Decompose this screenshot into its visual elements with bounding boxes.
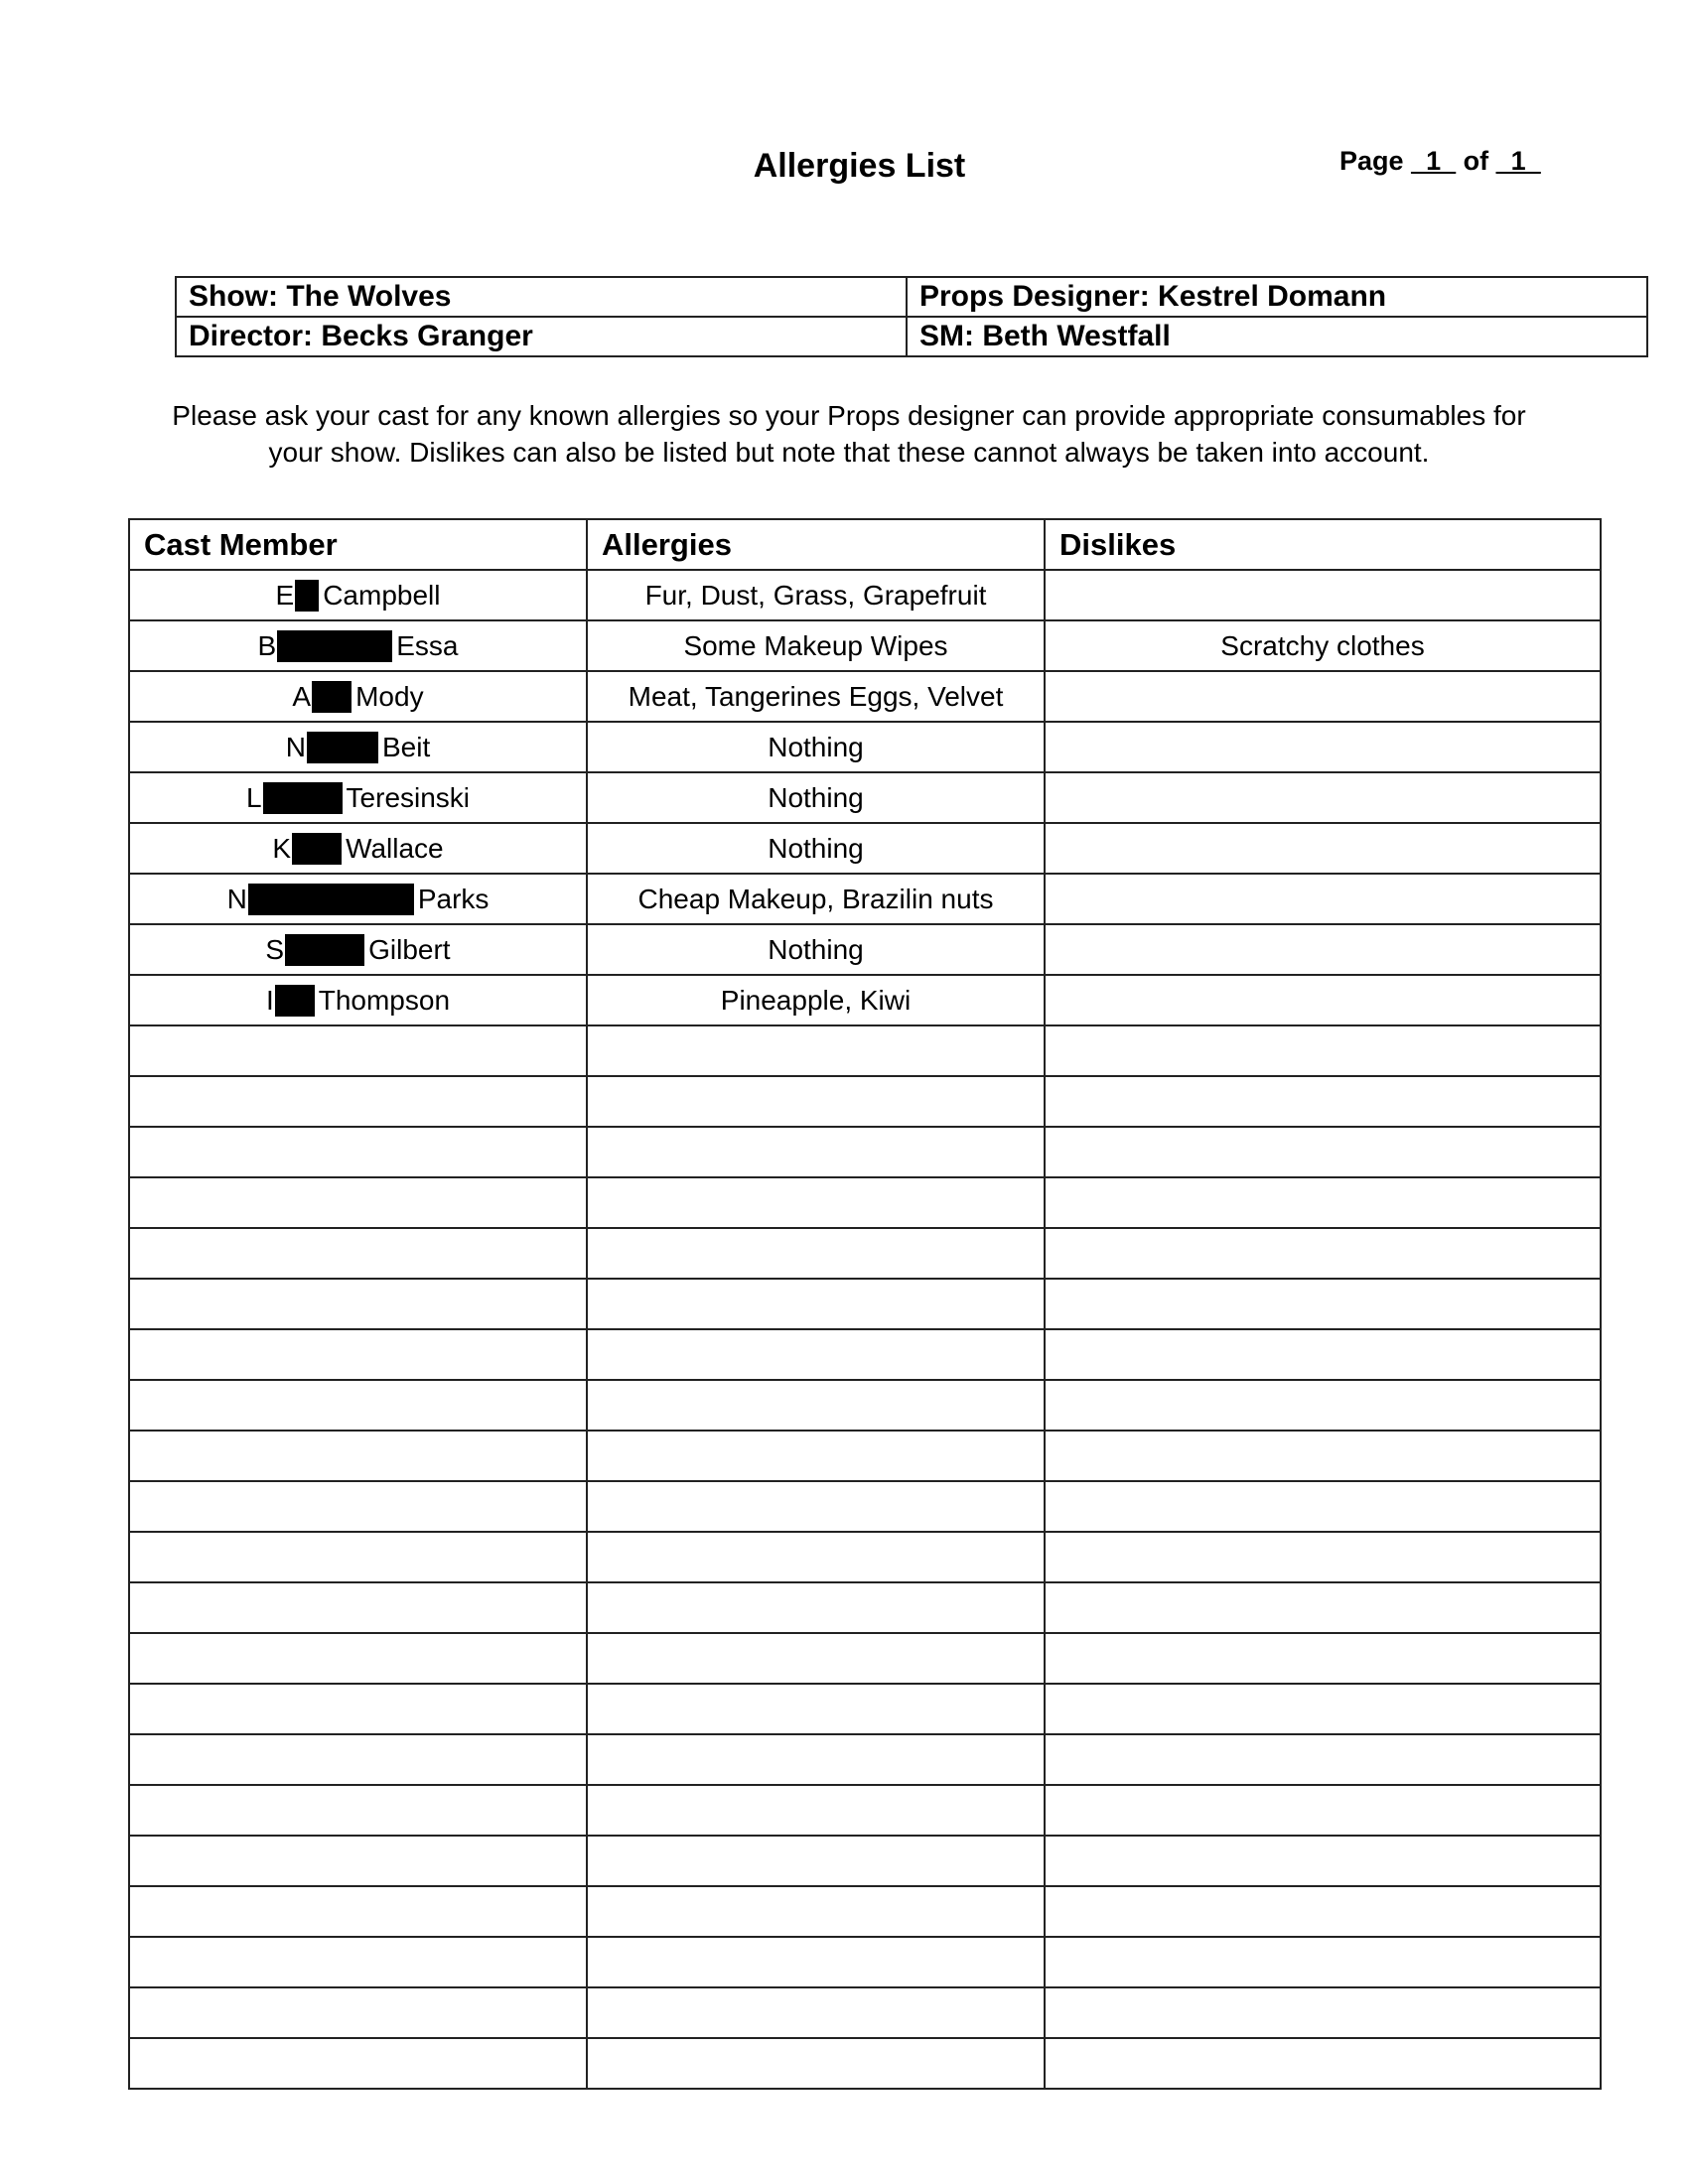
cast-member-cell <box>129 772 587 823</box>
cast-member-surname: Parks <box>417 884 490 914</box>
cast-member-cell <box>129 620 587 671</box>
allergies-cell[interactable] <box>587 1025 1045 1076</box>
cast-member-surname: Beit <box>381 732 431 762</box>
allergies-cell: Nothing <box>587 772 1045 823</box>
cast-member-cell[interactable] <box>129 1329 587 1380</box>
allergies-cell: Nothing <box>587 924 1045 975</box>
cast-member-cell <box>129 671 587 722</box>
dislikes-cell[interactable] <box>1045 1836 1601 1886</box>
of-label: of <box>1463 146 1489 176</box>
allergies-cell: Nothing <box>587 722 1045 772</box>
cast-member-surname: Essa <box>396 630 459 661</box>
cast-member-name <box>246 773 470 822</box>
cast-member-cell[interactable] <box>129 1228 587 1279</box>
cast-member-name <box>286 723 430 771</box>
cast-member-name <box>272 824 443 873</box>
empty-table-row <box>129 1025 1601 1076</box>
dislikes-cell[interactable] <box>1045 1177 1601 1228</box>
cast-member-surname: Gilbert <box>368 934 451 965</box>
dislikes-cell[interactable] <box>1045 1329 1601 1380</box>
cast-member-cell[interactable] <box>129 1734 587 1785</box>
cast-member-initial: E <box>275 580 295 611</box>
redaction-bar <box>285 934 364 966</box>
table-row <box>129 722 1601 772</box>
dislikes-cell[interactable] <box>1045 1228 1601 1279</box>
cast-member-cell <box>129 874 587 924</box>
cast-member-surname: Mody <box>355 681 424 712</box>
empty-table-row <box>129 1987 1601 2038</box>
empty-table-row <box>129 1076 1601 1127</box>
allergies-cell: Some Makeup Wipes <box>587 620 1045 671</box>
allergies-cell: Cheap Makeup, Brazilin nuts <box>587 874 1045 924</box>
allergies-cell: Fur, Dust, Grass, Grapefruit <box>587 570 1045 620</box>
dislikes-cell <box>1045 772 1601 823</box>
allergies-cell[interactable] <box>587 1127 1045 1177</box>
cast-member-cell[interactable] <box>129 2038 587 2089</box>
allergies-cell[interactable] <box>587 1177 1045 1228</box>
cast-member-name <box>265 925 450 974</box>
allergies-cell[interactable] <box>587 2038 1045 2089</box>
empty-table-row <box>129 1431 1601 1481</box>
show-info-table <box>175 276 1648 357</box>
table-row <box>129 772 1601 823</box>
dislikes-cell <box>1045 975 1601 1025</box>
allergies-cell: Nothing <box>587 823 1045 874</box>
cast-member-name <box>258 621 459 670</box>
cast-member-cell <box>129 722 587 772</box>
empty-table-row <box>129 1836 1601 1886</box>
column-header-allergies: Allergies <box>587 519 1045 570</box>
table-row <box>129 975 1601 1025</box>
table-row <box>129 620 1601 671</box>
allergies-cell[interactable] <box>587 1937 1045 1987</box>
cast-member-cell[interactable] <box>129 1481 587 1532</box>
dislikes-cell[interactable] <box>1045 1886 1601 1937</box>
cast-member-initial: N <box>285 732 306 762</box>
cast-member-cell[interactable] <box>129 1076 587 1127</box>
props-designer-field: Props Designer: Kestrel Domann <box>907 277 1647 317</box>
empty-table-row <box>129 1177 1601 1228</box>
empty-table-row <box>129 1380 1601 1431</box>
table-row <box>129 671 1601 722</box>
empty-table-row <box>129 1279 1601 1329</box>
cast-member-cell[interactable] <box>129 1431 587 1481</box>
cast-member-surname: Teresinski <box>346 782 471 813</box>
page-number <box>1339 143 1541 179</box>
dislikes-cell[interactable] <box>1045 1279 1601 1329</box>
redaction-bar <box>248 884 414 915</box>
cast-member-surname: Wallace <box>346 833 444 864</box>
table-row <box>129 874 1601 924</box>
cast-member-cell[interactable] <box>129 1684 587 1734</box>
cast-member-cell[interactable] <box>129 1127 587 1177</box>
column-header-dislikes: Dislikes <box>1045 519 1601 570</box>
empty-table-row <box>129 1734 1601 1785</box>
dislikes-cell[interactable] <box>1045 2038 1601 2089</box>
dislikes-cell <box>1045 671 1601 722</box>
dislikes-cell <box>1045 823 1601 874</box>
empty-table-row <box>129 1937 1601 1987</box>
allergies-cell[interactable] <box>587 1532 1045 1582</box>
table-row <box>129 924 1601 975</box>
allergies-cell[interactable] <box>587 1228 1045 1279</box>
cast-member-cell[interactable] <box>129 1836 587 1886</box>
cast-member-cell[interactable] <box>129 1532 587 1582</box>
cast-member-name <box>266 976 450 1024</box>
allergies-cell: Pineapple, Kiwi <box>587 975 1045 1025</box>
cast-member-initial: A <box>292 681 312 712</box>
allergies-cell[interactable] <box>587 1734 1045 1785</box>
dislikes-cell[interactable] <box>1045 1481 1601 1532</box>
cast-member-cell[interactable] <box>129 1785 587 1836</box>
allergies-cell: Meat, Tangerines Eggs, Velvet <box>587 671 1045 722</box>
cast-member-initial: L <box>245 782 262 813</box>
allergies-cell[interactable] <box>587 1380 1045 1431</box>
dislikes-cell[interactable] <box>1045 1937 1601 1987</box>
cast-member-cell[interactable] <box>129 1633 587 1684</box>
redaction-bar <box>295 580 319 612</box>
empty-table-row <box>129 1532 1601 1582</box>
dislikes-cell[interactable] <box>1045 1785 1601 1836</box>
empty-table-row <box>129 1582 1601 1633</box>
cast-member-surname: Thompson <box>318 985 451 1016</box>
dislikes-cell <box>1045 570 1601 620</box>
dislikes-cell <box>1045 924 1601 975</box>
dislikes-cell[interactable] <box>1045 1025 1601 1076</box>
cast-member-name <box>227 875 490 923</box>
show-field: Show: The Wolves <box>176 277 907 317</box>
empty-table-row <box>129 1228 1601 1279</box>
show-info-row <box>176 277 1647 317</box>
redaction-bar <box>275 985 315 1017</box>
page-label: Page <box>1339 146 1404 176</box>
dislikes-cell: Scratchy clothes <box>1045 620 1601 671</box>
column-header-cast-member: Cast Member <box>129 519 587 570</box>
redaction-bar <box>307 732 378 763</box>
empty-table-row <box>129 1684 1601 1734</box>
dislikes-cell[interactable] <box>1045 1633 1601 1684</box>
director-field: Director: Becks Granger <box>176 317 907 356</box>
page-current: _1_ <box>1411 146 1457 176</box>
page-title: Allergies List <box>753 147 966 185</box>
cast-member-initial: K <box>272 833 292 864</box>
dislikes-cell[interactable] <box>1045 1734 1601 1785</box>
allergies-cell[interactable] <box>587 1987 1045 2038</box>
dislikes-cell <box>1045 722 1601 772</box>
cast-member-cell[interactable] <box>129 1987 587 2038</box>
dislikes-cell[interactable] <box>1045 1380 1601 1431</box>
cast-member-initial: N <box>226 884 247 914</box>
cast-member-cell[interactable] <box>129 1025 587 1076</box>
allergies-cell[interactable] <box>587 1431 1045 1481</box>
cast-member-cell[interactable] <box>129 1279 587 1329</box>
empty-table-row <box>129 1785 1601 1836</box>
redaction-bar <box>292 833 342 865</box>
allergies-cell[interactable] <box>587 1481 1045 1532</box>
dislikes-cell <box>1045 874 1601 924</box>
dislikes-cell[interactable] <box>1045 1532 1601 1582</box>
allergies-cell[interactable] <box>587 1886 1045 1937</box>
cast-member-surname: Campbell <box>323 580 441 611</box>
redaction-bar <box>277 630 392 662</box>
cast-member-cell[interactable] <box>129 1937 587 1987</box>
dislikes-cell[interactable] <box>1045 1127 1601 1177</box>
allergies-cell[interactable] <box>587 1785 1045 1836</box>
cast-member-cell <box>129 570 587 620</box>
cast-member-cell[interactable] <box>129 1886 587 1937</box>
table-row <box>129 823 1601 874</box>
cast-member-cell[interactable] <box>129 1582 587 1633</box>
redaction-bar <box>263 782 343 814</box>
dislikes-cell[interactable] <box>1045 1076 1601 1127</box>
cast-member-cell[interactable] <box>129 1177 587 1228</box>
allergies-table <box>128 518 1602 2090</box>
allergies-cell[interactable] <box>587 1633 1045 1684</box>
cast-member-initial: B <box>257 630 277 661</box>
table-header-row <box>129 519 1601 570</box>
sm-field: SM: Beth Westfall <box>907 317 1647 356</box>
instructions-text: Please ask your cast for any known allergies so your Props designer can provide appropriate consumables for your show. Dislikes can also be listed but note that these cannot always be taken into account. <box>172 400 1526 468</box>
empty-table-row <box>129 2038 1601 2089</box>
cast-member-name <box>276 571 441 619</box>
empty-table-row <box>129 1329 1601 1380</box>
allergies-cell[interactable] <box>587 1329 1045 1380</box>
allergies-cell[interactable] <box>587 1684 1045 1734</box>
empty-table-row <box>129 1886 1601 1937</box>
cast-member-cell <box>129 975 587 1025</box>
allergies-cell[interactable] <box>587 1279 1045 1329</box>
allergies-cell[interactable] <box>587 1582 1045 1633</box>
redaction-bar <box>312 681 352 713</box>
show-info-row <box>176 317 1647 356</box>
empty-table-row <box>129 1481 1601 1532</box>
allergies-cell[interactable] <box>587 1076 1045 1127</box>
cast-member-cell[interactable] <box>129 1380 587 1431</box>
dislikes-cell[interactable] <box>1045 1987 1601 2038</box>
cast-member-cell <box>129 823 587 874</box>
cast-member-name <box>292 672 423 721</box>
allergies-table-body <box>129 570 1601 2089</box>
empty-table-row <box>129 1633 1601 1684</box>
cast-member-initial: S <box>265 934 285 965</box>
table-row <box>129 570 1601 620</box>
page-total: _1_ <box>1495 146 1541 176</box>
cast-member-initial: I <box>265 985 274 1016</box>
empty-table-row <box>129 1127 1601 1177</box>
allergies-cell[interactable] <box>587 1836 1045 1886</box>
dislikes-cell[interactable] <box>1045 1684 1601 1734</box>
cast-member-cell <box>129 924 587 975</box>
dislikes-cell[interactable] <box>1045 1431 1601 1481</box>
dislikes-cell[interactable] <box>1045 1582 1601 1633</box>
